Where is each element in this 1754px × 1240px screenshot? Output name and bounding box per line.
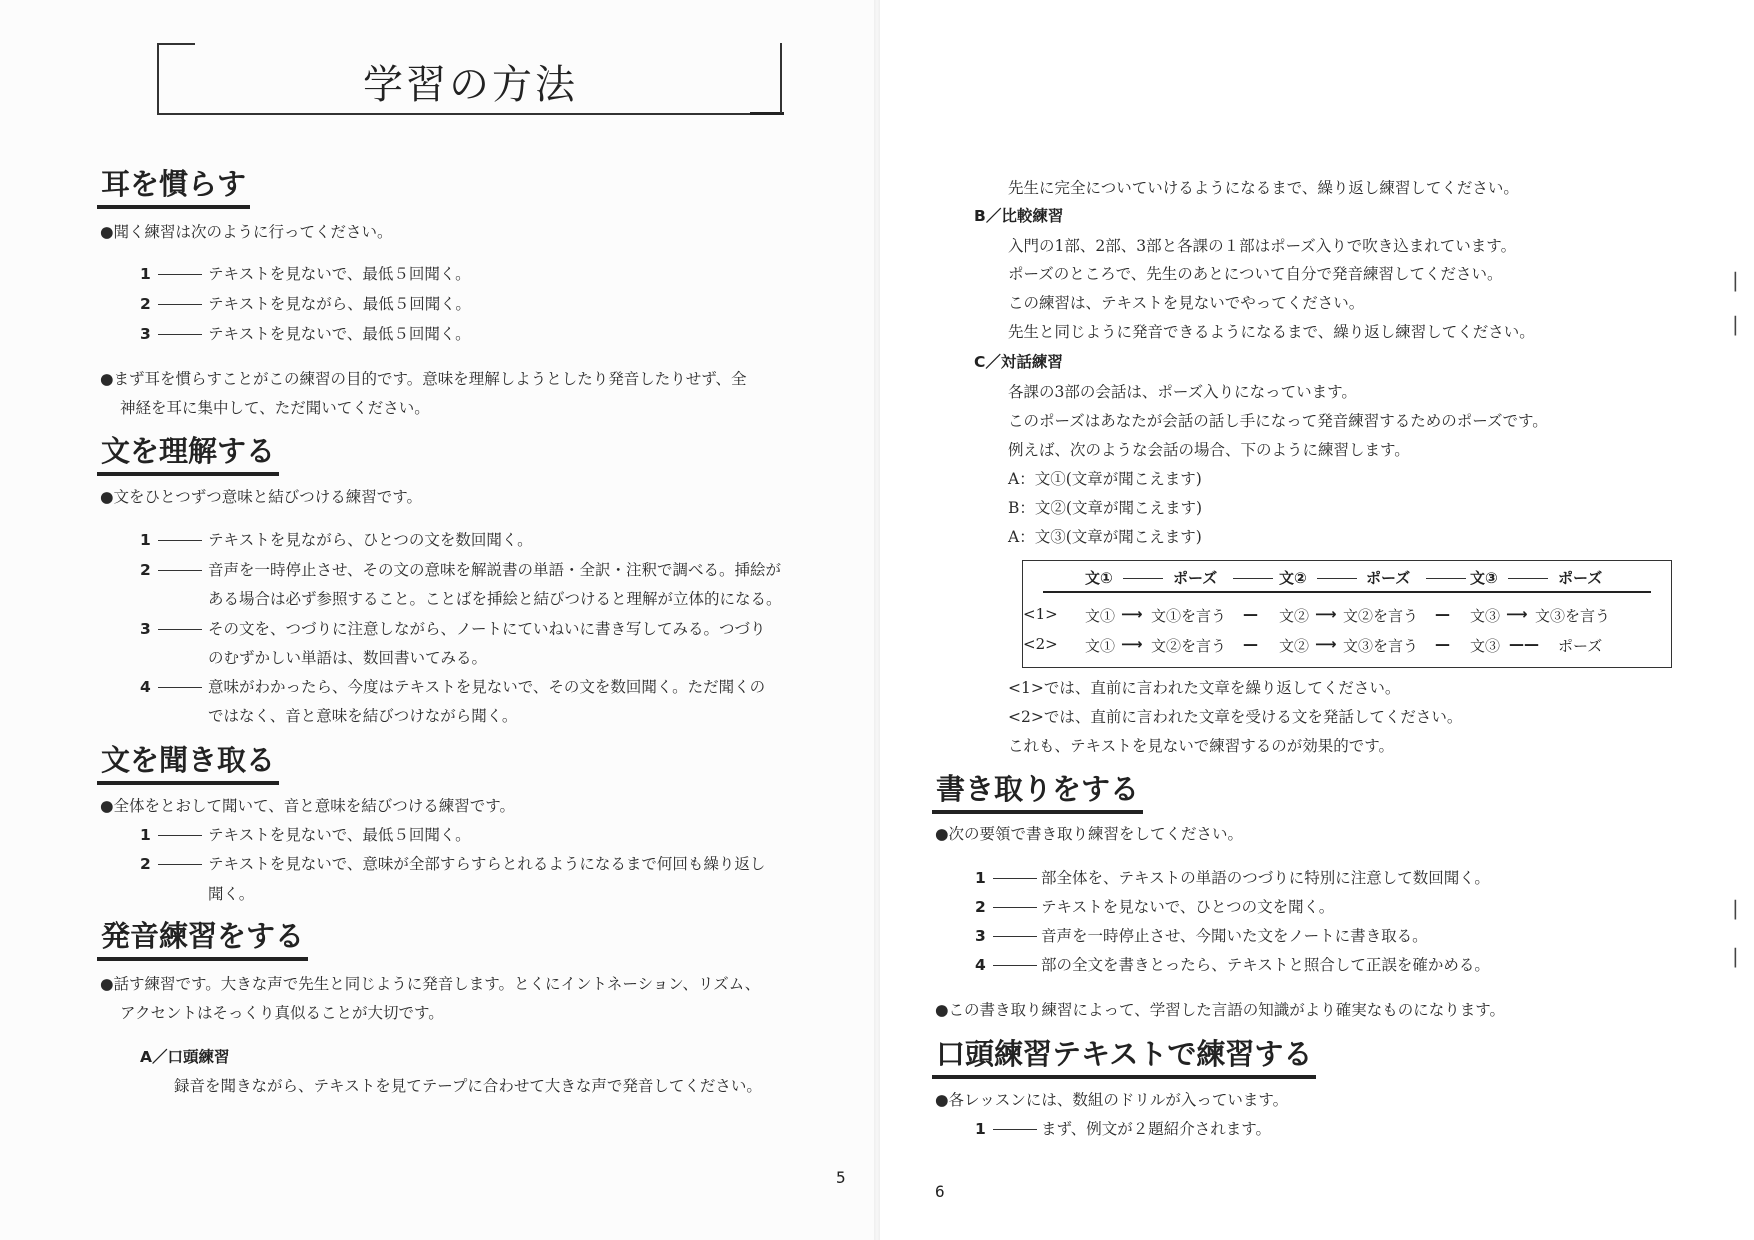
sec1-step-num: 3 (140, 325, 151, 343)
dg-cell: 文②を言う (1151, 637, 1227, 655)
dg-header-cell: 文③ (1470, 569, 1498, 587)
heading-understand-sentences: 文を理解する (97, 432, 279, 476)
binding-mark: | (1732, 896, 1739, 920)
continued-line: 先生に完全についていけるようになるまで、繰り返し練習してください。 (1008, 179, 1519, 197)
sec5-note: ●この書き取り練習によって、学習した言語の知識がより確実なものになります。 (935, 1001, 1505, 1019)
sec5-step-text: 部の全文を書きとったら、テキストと照合して正誤を確かめる。 (1041, 956, 1490, 974)
sub-b-line: ポーズのところで、先生のあとについて自分で発音練習してください。 (1008, 265, 1503, 283)
heading-pronunciation: 発音練習をする (97, 917, 308, 961)
sec1-step-text: テキストを見ないで、最低５回聞く。 (208, 325, 471, 343)
sub-c-line: B：文②(文章が聞こえます) (1008, 499, 1202, 517)
sec2-intro: ●文をひとつずつ意味と結びつける練習です。 (100, 488, 422, 506)
sub-a-text: 録音を聞きながら、テキストを見てテープに合わせて大きな声で発音してください。 (174, 1077, 762, 1095)
sub-c-line: A：文③(文章が聞こえます) (1008, 528, 1202, 546)
sec2-step-num: 1 (140, 531, 151, 549)
sec2-step-num: 4 (140, 678, 151, 696)
book-spine (874, 0, 880, 1240)
sub-c-line: 例えば、次のような会話の場合、下のように練習します。 (1008, 441, 1410, 459)
dg-cell: 文② (1279, 607, 1310, 625)
dg-row-label: <1> (1023, 605, 1058, 623)
dg-cell: ポーズ (1558, 637, 1603, 655)
sec6-step-num: 1 (975, 1120, 986, 1138)
sec5-step-text: 音声を一時停止させ、今聞いた文をノートに書き取る。 (1041, 927, 1428, 945)
page-title: 学習の方法 (363, 62, 578, 108)
dg-cell: 文①を言う (1151, 607, 1227, 625)
sec1-intro: ●聞く練習は次のように行ってください。 (100, 223, 393, 241)
sec2-step-line: ある場合は必ず参照すること。ことばを挿絵と結びつけると理解が立体的になる。 (208, 590, 782, 608)
heading-oral-text-practice: 口頭練習テキストで練習する (932, 1035, 1316, 1079)
sub-heading-dialogue: C／対話練習 (974, 353, 1063, 371)
dg-cell: 文③ (1470, 637, 1501, 655)
sec4-intro-line2: アクセントはそっくり真似ることが大切です。 (120, 1004, 444, 1022)
sub-c-after-line: <1>では、直前に言われた文章を繰り返してください。 (1008, 679, 1401, 697)
page-number-right: 6 (935, 1182, 945, 1201)
sub-c-line: A：文①(文章が聞こえます) (1008, 470, 1202, 488)
sec2-step-line: 音声を一時停止させ、その文の意味を解説書の単語・全訳・注釈で調べる。挿絵が (208, 561, 782, 579)
sec3-step-line: テキストを見ないで、意味が全部すらすらとれるようになるまで何回も繰り返し (208, 855, 766, 873)
sec5-step-text: 部全体を、テキストの単語のつづりに特別に注意して数回聞く。 (1041, 869, 1490, 887)
dg-cell: 文③ (1470, 607, 1501, 625)
sec1-note-line1: ●まず耳を慣らすことがこの練習の目的です。意味を理解しようとしたり発音したりせず、全 (100, 370, 747, 388)
binding-mark: | (1732, 944, 1739, 968)
dg-row-label: <2> (1023, 635, 1058, 653)
sec1-step-text: テキストを見ながら、最低５回聞く。 (208, 295, 471, 313)
sub-heading-comparison: B／比較練習 (974, 207, 1064, 225)
sub-b-line: 入門の1部、2部、3部と各課の１部はポーズ入りで吹き込まれています。 (1008, 237, 1517, 255)
sec2-step-line: のむずかしい単語は、数回書いてみる。 (208, 649, 488, 667)
sec5-intro: ●次の要領で書き取り練習をしてください。 (935, 825, 1244, 843)
sec5-step-num: 2 (975, 898, 986, 916)
dg-header-cell: ポーズ (1558, 569, 1603, 587)
dg-header-cell: ポーズ (1366, 569, 1411, 587)
dialogue-practice-diagram: 文① ポーズ 文② ポーズ 文③ ポーズ <1> 文① ⟶ 文①を言う — 文② ⟶ 文②を言う — 文③ ⟶ 文③を言う <2> 文① ⟶ 文②を言う — 文② ⟶ 文③を言う — 文③ —— ポーズ (1022, 560, 1672, 668)
sec5-step-num: 3 (975, 927, 986, 945)
sec1-note-line2: 神経を耳に集中して、ただ聞いてください。 (120, 399, 430, 417)
sec5-step-num: 1 (975, 869, 986, 887)
sub-heading-oral-practice: A／口頭練習 (140, 1048, 230, 1066)
dg-cell: 文① (1085, 637, 1116, 655)
sec5-step-text: テキストを見ないで、ひとつの文を聞く。 (1041, 898, 1335, 916)
sec3-step-line: テキストを見ないで、最低５回聞く。 (208, 826, 471, 844)
dg-cell: 文②を言う (1343, 607, 1419, 625)
dg-cell: 文① (1085, 607, 1116, 625)
sec6-step-text: まず、例文が２題紹介されます。 (1041, 1120, 1272, 1138)
sec2-step-line: テキストを見ながら、ひとつの文を数回聞く。 (208, 531, 533, 549)
page-number-left: 5 (836, 1168, 846, 1187)
sub-c-line: このポーズはあなたが会話の話し手になって発音練習するためのポーズです。 (1008, 412, 1548, 430)
sub-b-line: 先生と同じように発音できるようになるまで、繰り返し練習してください。 (1008, 323, 1535, 341)
sec3-step-line: 聞く。 (208, 885, 255, 903)
dg-cell: 文② (1279, 637, 1310, 655)
binding-mark: | (1732, 268, 1739, 292)
dg-cell: 文③を言う (1343, 637, 1419, 655)
sec2-step-num: 2 (140, 561, 151, 579)
sec3-step-num: 2 (140, 855, 151, 873)
heading-listen-sentences: 文を聞き取る (97, 741, 279, 785)
dg-cell: 文③を言う (1535, 607, 1611, 625)
heading-dictation: 書き取りをする (932, 770, 1143, 814)
sec5-step-num: 4 (975, 956, 986, 974)
binding-mark: | (1732, 312, 1739, 336)
title-frame (157, 43, 782, 115)
sec6-intro: ●各レッスンには、数組のドリルが入っています。 (935, 1091, 1289, 1109)
sec1-step-num: 1 (140, 265, 151, 283)
sec2-step-line: その文を、つづりに注意しながら、ノートにていねいに書き写してみる。つづり (208, 620, 766, 638)
sec3-step-num: 1 (140, 826, 151, 844)
dg-header-cell: 文② (1279, 569, 1307, 587)
sec2-step-line: 意味がわかったら、今度はテキストを見ないで、その文を数回聞く。ただ聞くの (208, 678, 766, 696)
sec3-intro: ●全体をとおして聞いて、音と意味を結びつける練習です。 (100, 797, 515, 815)
sec4-intro-line1: ●話す練習です。大きな声で先生と同じように発音します。とくにイントネーション、リズム、 (100, 975, 761, 993)
dg-header-cell: 文① (1085, 569, 1113, 587)
dg-header-cell: ポーズ (1173, 569, 1218, 587)
sec2-step-num: 3 (140, 620, 151, 638)
sec1-step-text: テキストを見ないで、最低５回聞く。 (208, 265, 471, 283)
sub-c-after-line: これも、テキストを見ないで練習するのが効果的です。 (1008, 737, 1394, 755)
sec2-step-line: ではなく、音と意味を結びつけながら聞く。 (208, 707, 518, 725)
heading-ear-training: 耳を慣らす (97, 165, 250, 209)
sub-b-line: この練習は、テキストを見ないでやってください。 (1008, 294, 1365, 312)
sub-c-after-line: <2>では、直前に言われた文章を受ける文を発話してください。 (1008, 708, 1463, 726)
sec1-step-num: 2 (140, 295, 151, 313)
sub-c-line: 各課の3部の会話は、ポーズ入りになっています。 (1008, 383, 1357, 401)
